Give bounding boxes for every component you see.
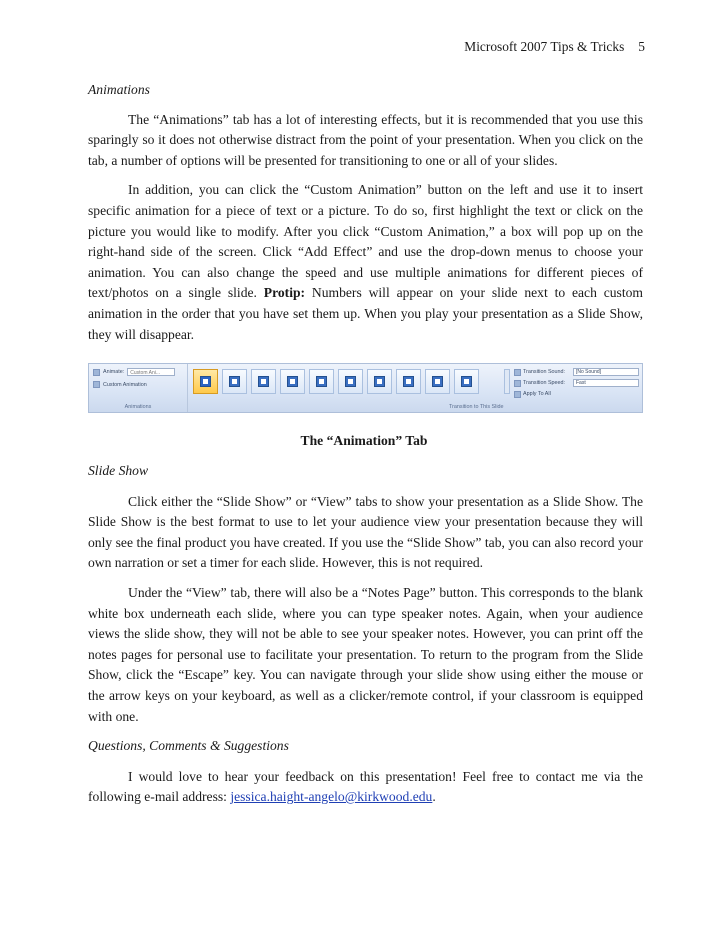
speed-icon	[514, 380, 521, 387]
animations-heading: Animations	[88, 82, 150, 97]
animations-section	[88, 80, 643, 345]
transition-thumb[interactable]	[222, 369, 247, 394]
email-link[interactable]: jessica.haight-angelo@kirkwood.edu	[230, 789, 433, 805]
transition-group-caption: Transition to This Slide	[449, 404, 504, 410]
transition-sound-dropdown[interactable]: [No Sound]	[573, 368, 639, 376]
transition-speed-dropdown[interactable]: Fast	[573, 379, 639, 387]
animate-label: Animate:	[103, 369, 125, 375]
questions-paragraph	[88, 767, 643, 808]
animations-paragraph-2	[88, 180, 643, 345]
protip-label: Protip:	[263, 285, 306, 301]
transition-thumb[interactable]	[396, 369, 421, 394]
questions-end: .	[432, 789, 436, 805]
questions-text: I would love to hear your feedback on this presentation! Feel free to contact me via the following e-mail address:	[88, 768, 643, 805]
transition-thumb[interactable]	[367, 369, 392, 394]
slideshow-paragraph-2: Under the “View” tab, there will also be a “Notes Page” button. This corresponds to the blank white box underneath each slide, where you can type speaker notes. Again, when your audience views the slide show, they will not be able to see your speaker notes. However, you can print off the notes pages for personal use to facilitate your presentation. To return to the program from the Slide Show, click the “Escape” key. You can navigate through your slide show using either the mouse or the arrow keys on your keyboard, as well as a clicker/remote control, if your classroom is equipped with one.	[88, 584, 643, 724]
page-number: 5	[638, 39, 645, 54]
transition-thumb[interactable]	[309, 369, 334, 394]
transition-thumb[interactable]	[251, 369, 276, 394]
slideshow-paragraph-1: Click either the “Slide Show” or “View” tabs to show your presentation as a Slide Show. The Slide Show is the best format to use to let your audience view your presentation because they will only see the final product you have created. If you use the “Slide Show” tab, you can also record your own narration or set a timer for each slide. However, this is not required.	[88, 493, 643, 571]
transition-thumb[interactable]	[338, 369, 363, 394]
animations-ribbon-image	[88, 363, 643, 413]
sound-icon	[514, 369, 521, 376]
custom-animation-icon	[93, 381, 100, 388]
transition-gallery	[193, 369, 479, 394]
transition-thumb[interactable]	[454, 369, 479, 394]
apply-to-all-button[interactable]	[514, 389, 640, 399]
animate-icon	[93, 369, 100, 376]
questions-heading: Questions, Comments & Suggestions	[88, 738, 289, 754]
transition-sound-label: Transition Sound:	[523, 369, 566, 375]
custom-animation-label: Custom Animation	[103, 381, 147, 388]
custom-animation-button[interactable]	[93, 381, 147, 388]
transition-thumb[interactable]	[280, 369, 305, 394]
animations-group-caption: Animations	[124, 404, 152, 410]
transition-thumb-selected[interactable]	[193, 369, 218, 394]
protip-text: Numbers will appear on your slide next to each custom animation in the order that you have set them up. When you play your presentation as a Slide Show, they will disappear.	[88, 285, 643, 342]
header-title: Microsoft 2007 Tips & Tricks	[464, 39, 625, 54]
gallery-scrollbar[interactable]	[504, 369, 510, 394]
page-header	[0, 39, 645, 55]
apply-all-icon	[514, 391, 521, 398]
transition-options	[514, 367, 640, 400]
animations-group	[89, 364, 188, 412]
transition-speed-label: Transition Speed:	[523, 380, 566, 386]
slideshow-section	[88, 461, 643, 808]
animations-paragraph-1: The “Animations” tab has a lot of interesting effects, but it is recommended that you use this sparingly so it does not otherwise distract from the point of your presentation. When you click on the tab, a number of options will be presented for transitioning to one or all of your slides.	[88, 111, 643, 168]
animate-dropdown[interactable]: Custom Ani...	[127, 368, 175, 376]
animations-paragraph-2-text: In addition, you can click the “Custom Animation” button on the left and use it to insert specific animation for a piece of text or a picture. To do so, first highlight the text or click on the picture you would like to modify. After you click “Custom Animation,” a box will pop up on the right-hand side of the screen. Click “Add Effect” and use the drop-down menus to choose your animation. You can also change the speed and use multiple animations for different pieces of text/photos on a single slide.	[88, 182, 643, 301]
slideshow-heading: Slide Show	[88, 463, 149, 478]
apply-to-all-label: Apply To All	[523, 391, 551, 397]
figure-caption: The “Animation” Tab	[300, 433, 428, 448]
transition-thumb[interactable]	[425, 369, 450, 394]
